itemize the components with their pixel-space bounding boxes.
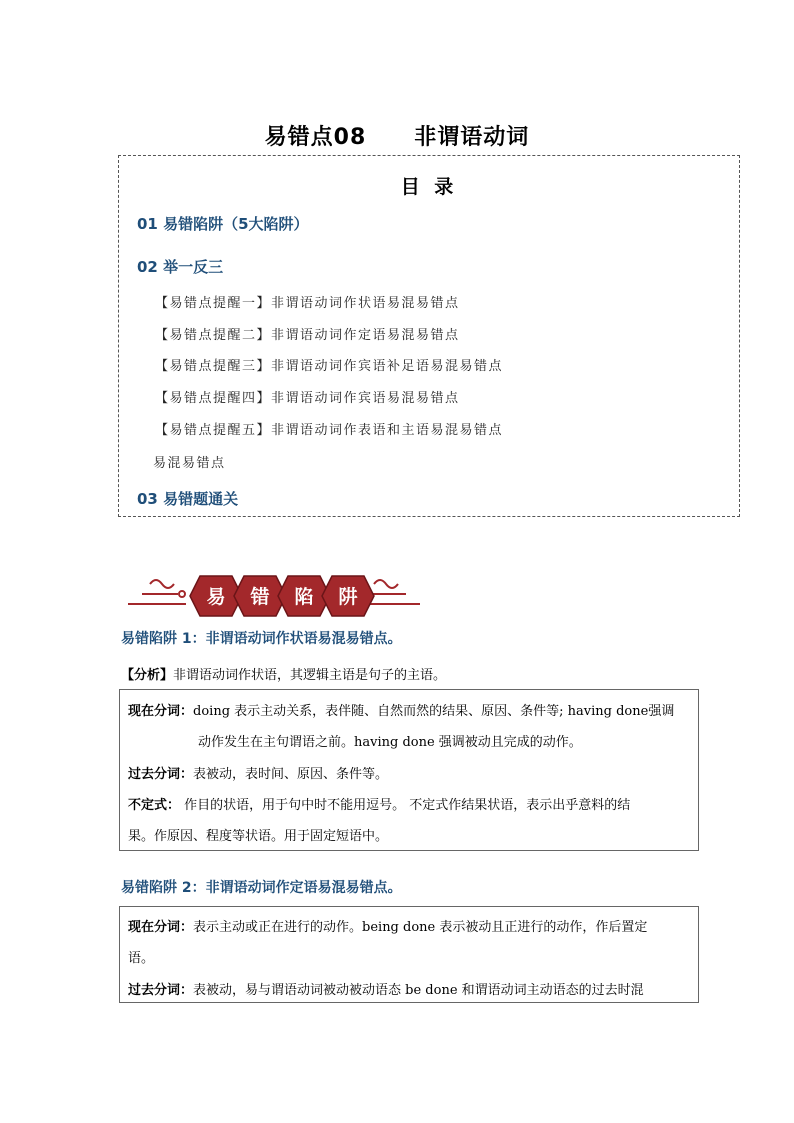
toc-item-2[interactable]: 【易错点提醒二】非谓语动词作定语易混易错点 <box>155 328 460 343</box>
toc-section-01[interactable]: 01 易错陷阱（5大陷阱） <box>137 215 309 233</box>
toc-box <box>118 155 740 517</box>
banner-char-2: 错 <box>250 586 270 608</box>
label-present-participle: 现在分词： <box>128 704 194 719</box>
trap1-line-3: 过去分词：表被动，表时间、原因、条件等。 <box>128 767 389 782</box>
banner-char-4: 阱 <box>338 586 358 608</box>
trap1-analysis <box>121 664 446 683</box>
label-present-participle: 现在分词： <box>128 920 194 935</box>
trap2-box <box>119 906 699 1003</box>
trap1-line-5: 果。作原因、程度等状语。用于固定短语中。 <box>128 829 389 844</box>
trap1-line-2: 动作发生在主句谓语之前。having done 强调被动且完成的动作。 <box>198 735 582 750</box>
trap1-title: 易错陷阱 1：非谓语动词作状语易混易错点。 <box>121 631 402 647</box>
banner-char-3: 陷 <box>294 586 314 608</box>
trap1-line-1: 现在分词：doing 表示主动关系，表伴随、自然而然的结果、原因、条件等; having done强调 <box>128 704 675 719</box>
toc-item-5[interactable]: 【易错点提醒五】非谓语动词作表语和主语易混易错点 <box>155 423 504 438</box>
label-past-participle: 过去分词： <box>128 767 194 782</box>
banner-left-ornament <box>128 580 186 604</box>
toc-item-1[interactable]: 【易错点提醒一】非谓语动词作状语易混易错点 <box>155 296 460 311</box>
trap1-line-4: 不定式： 作目的状语，用于句中时不能用逗号。 不定式作结果状语，表示出乎意料的结 <box>128 798 631 813</box>
analysis-label: 【分析】 <box>121 668 174 683</box>
title-part2: 非谓语动词 <box>414 125 530 150</box>
toc-item-4[interactable]: 【易错点提醒四】非谓语动词作宾语易混易错点 <box>155 391 460 406</box>
toc-section-03[interactable]: 03 易错题通关 <box>137 490 239 508</box>
label-infinitive: 不定式： <box>128 798 181 813</box>
trap2-line-1: 现在分词：表示主动或正在进行的动作。being done 表示被动且正进行的动作，作后置定 <box>128 920 648 935</box>
analysis-text: 非谓语动词作状语，其逻辑主语是句子的主语。 <box>173 668 447 683</box>
toc-item-6[interactable]: 易混易错点 <box>153 456 226 471</box>
trap2-title: 易错陷阱 2：非谓语动词作定语易混易错点。 <box>121 880 402 896</box>
banner-char-1: 易 <box>206 586 226 608</box>
trap2-line-3: 过去分词：表被动，易与谓语动词被动被动语态 be done 和谓语动词主动语态的过去时混 <box>128 983 644 998</box>
toc-item-3[interactable]: 【易错点提醒三】非谓语动词作宾语补足语易混易错点 <box>155 359 504 374</box>
title-part1: 易错点08 <box>264 125 367 150</box>
trap2-line-2: 语。 <box>128 951 155 966</box>
page-title <box>0 120 794 151</box>
label-past-participle: 过去分词： <box>128 983 194 998</box>
trap-banner <box>128 570 420 622</box>
toc-section-02[interactable]: 02 举一反三 <box>137 258 224 276</box>
toc-heading: 目 录 <box>400 176 458 198</box>
trap1-box <box>119 689 699 851</box>
